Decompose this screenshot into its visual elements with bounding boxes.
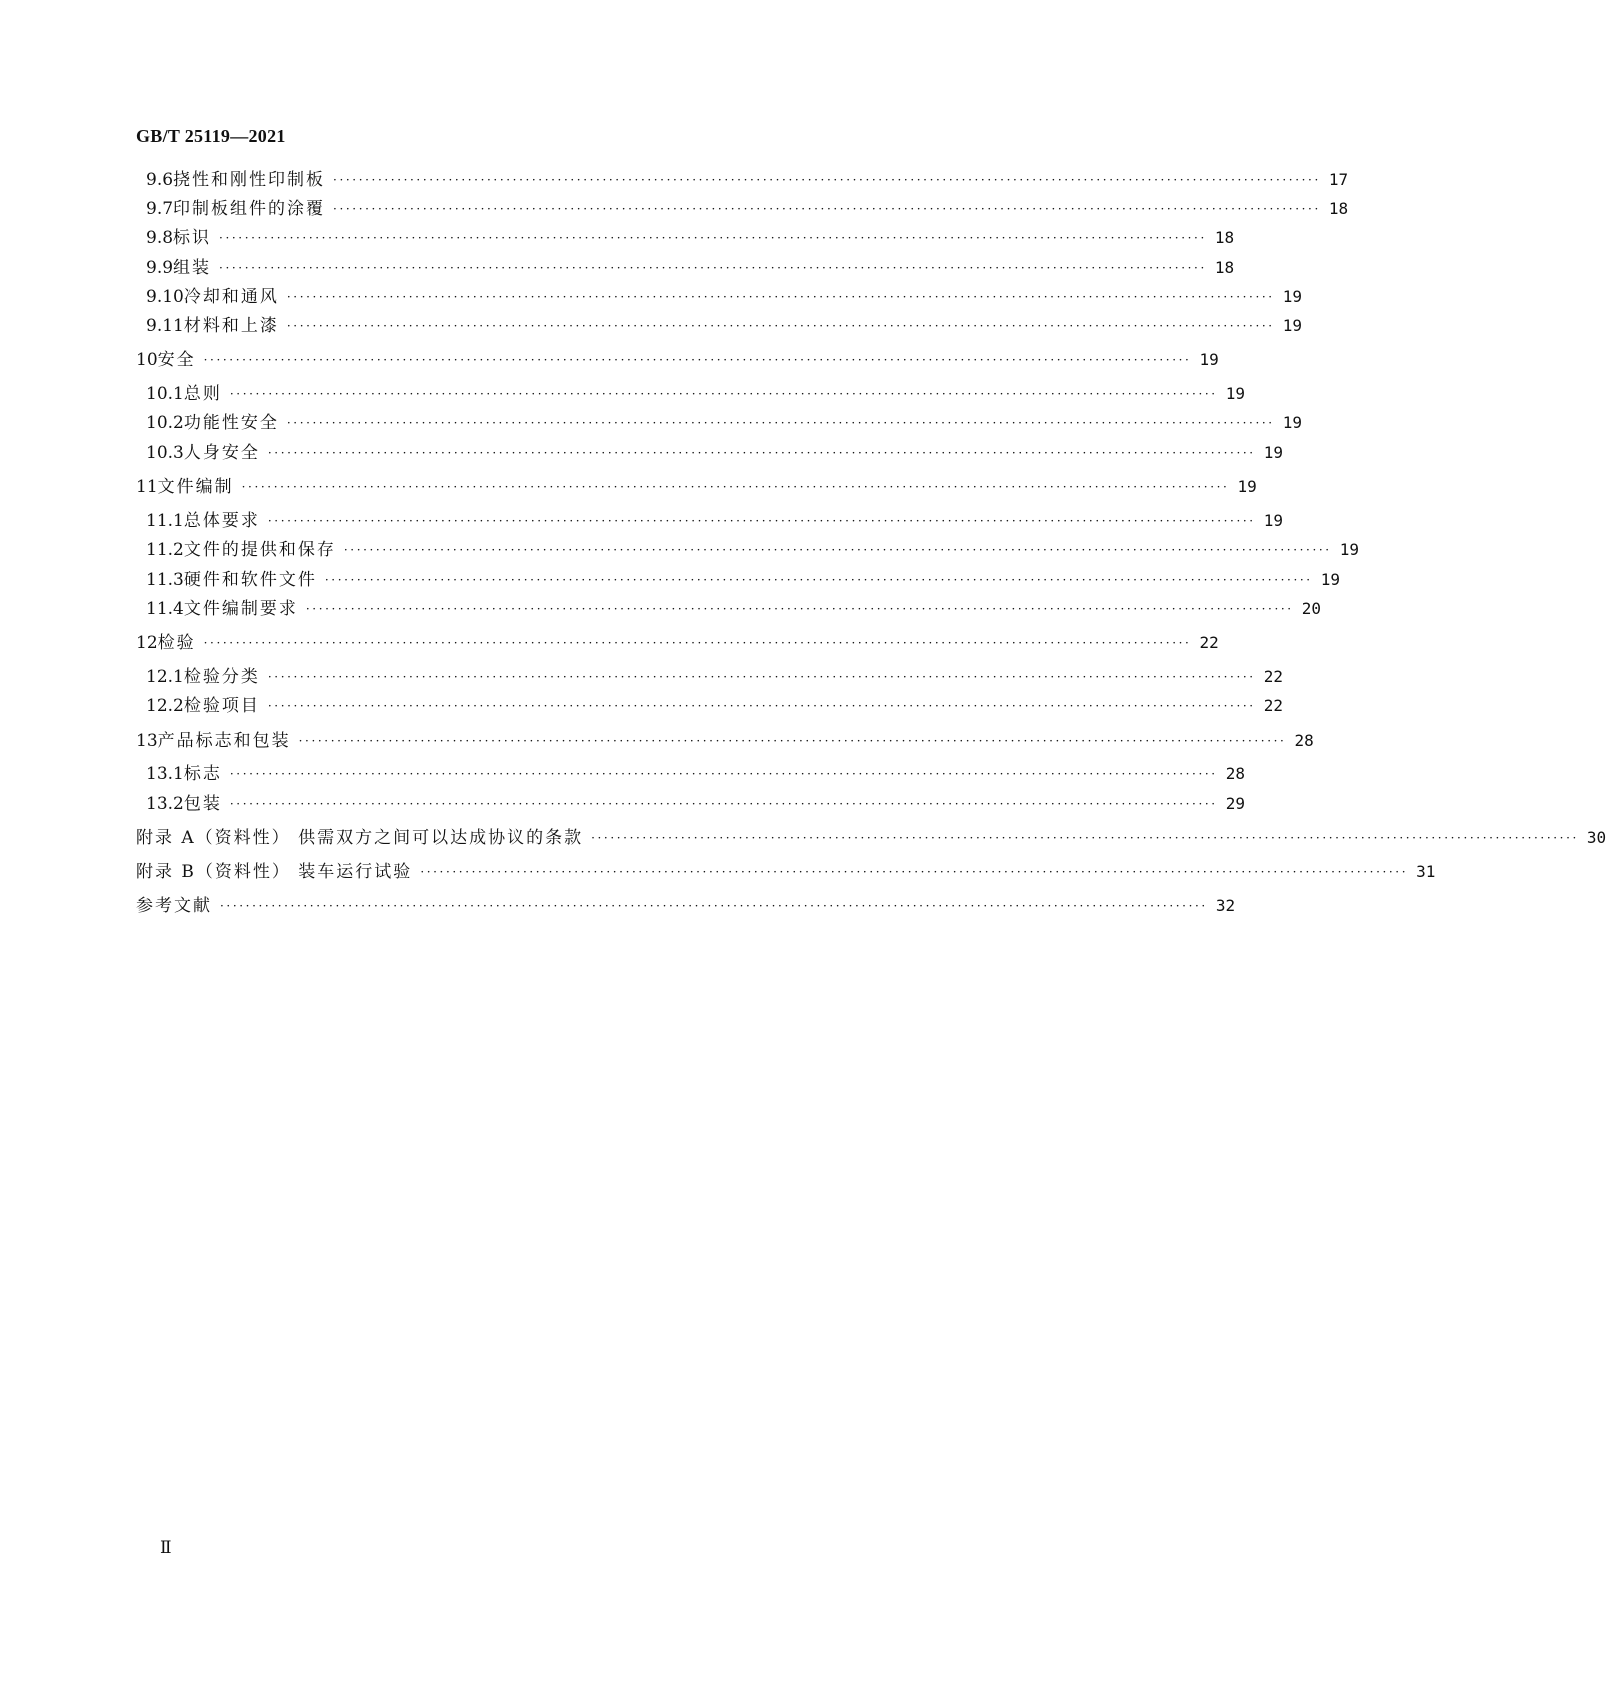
toc-entry-page: 22 — [1263, 696, 1283, 715]
toc-entry-page: 18 — [1328, 199, 1349, 218]
toc-entry[interactable] — [136, 894, 1236, 918]
toc-leader-dots: ·························································································································································· — [591, 831, 1579, 845]
toc-entry-page: 19 — [1339, 540, 1359, 559]
toc-entry[interactable] — [146, 762, 1245, 786]
toc-entry-title: 参考文献 — [136, 896, 212, 916]
toc-leader-dots: ·························································································································································· — [267, 670, 1256, 684]
toc-leader-dots: ·························································································································································· — [267, 446, 1256, 460]
toc-entry-page: 19 — [1282, 287, 1302, 306]
toc-entry[interactable] — [136, 826, 1606, 850]
page-number: Ⅱ — [160, 1538, 172, 1557]
toc-entry-number: 11.2 — [146, 540, 184, 560]
toc-entry-number: 13.1 — [146, 764, 184, 784]
toc-entry-title: 冷却和通风 — [183, 287, 279, 307]
toc-entry-page: 18 — [1214, 228, 1235, 247]
toc-leader-dots: ·························································································································································· — [220, 899, 1208, 913]
toc-leader-dots: ·························································································································································· — [305, 602, 1294, 616]
toc-leader-dots: ·························································································································································· — [333, 173, 1321, 187]
toc-leader-dots: ·························································································································································· — [286, 319, 1275, 333]
toc-entry-title: 文件编制 — [157, 477, 234, 497]
toc-entry[interactable] — [146, 509, 1283, 533]
toc-entry-title: 标识 — [173, 228, 212, 248]
toc-entry-page: 30 — [1586, 828, 1606, 847]
toc-leader-dots: ·························································································································································· — [267, 699, 1256, 713]
toc-entry-title: 产品标志和包装 — [157, 731, 291, 751]
toc-entry[interactable] — [146, 382, 1245, 406]
toc-entry-title: 组装 — [173, 258, 212, 278]
toc-entry-title: 检验 — [157, 633, 196, 653]
toc-entry-page: 19 — [1282, 413, 1302, 432]
toc-entry[interactable] — [146, 197, 1349, 221]
toc-entry-title: 人身安全 — [183, 443, 260, 463]
toc-entry-number: 10.1 — [146, 384, 184, 404]
toc-entry[interactable] — [136, 631, 1219, 655]
toc-entry[interactable] — [146, 314, 1302, 338]
toc-entry[interactable] — [136, 475, 1257, 499]
toc-entry-page: 20 — [1301, 599, 1321, 618]
toc-entry[interactable] — [136, 860, 1436, 884]
toc-leader-dots: ·························································································································································· — [267, 514, 1256, 528]
toc-leader-dots: ·························································································································································· — [229, 797, 1218, 811]
toc-entry-title: 检验分类 — [183, 667, 260, 687]
toc-leader-dots: ·························································································································································· — [298, 734, 1287, 748]
toc-entry[interactable] — [146, 411, 1302, 435]
toc-entry-title: 材料和上漆 — [183, 316, 279, 336]
toc-leader-dots: ·························································································································································· — [420, 865, 1409, 879]
toc-leader-dots: ·························································································································································· — [343, 543, 1332, 557]
toc-entry-title: 文件的提供和保存 — [183, 540, 336, 560]
toc-leader-dots: ·························································································································································· — [219, 231, 1207, 245]
document-number: GB/T 25119—2021 — [136, 126, 286, 146]
toc-entry-number: 13 — [136, 731, 158, 751]
toc-entry-page: 19 — [1199, 350, 1219, 369]
toc-entry-page: 29 — [1225, 794, 1245, 813]
toc-entry-title: 检验项目 — [183, 696, 260, 716]
toc-entry-number: 9.6 — [146, 170, 174, 190]
toc-entry-page: 19 — [1282, 316, 1302, 335]
toc-entry-title: 文件编制要求 — [183, 599, 298, 619]
toc-entry-title: 附录 B（资料性） 装车运行试验 — [136, 862, 413, 882]
toc-leader-dots: ·························································································································································· — [219, 261, 1207, 275]
toc-entry[interactable] — [146, 665, 1283, 689]
toc-leader-dots: ·························································································································································· — [229, 387, 1218, 401]
toc-entry[interactable] — [136, 348, 1219, 372]
toc-entry[interactable] — [136, 729, 1314, 753]
toc-entry-number: 11.3 — [146, 570, 184, 590]
toc-entry-number: 11.1 — [146, 511, 184, 531]
toc-entry-page: 18 — [1214, 258, 1235, 277]
toc-entry-page: 19 — [1225, 384, 1245, 403]
toc-entry[interactable] — [146, 792, 1245, 816]
toc-leader-dots: ·························································································································································· — [333, 202, 1321, 216]
toc-entry-page: 19 — [1263, 443, 1283, 462]
toc-entry-number: 9.11 — [146, 316, 184, 336]
toc-entry[interactable] — [146, 568, 1340, 592]
toc-entry-page: 19 — [1263, 511, 1283, 530]
toc-entry-page: 22 — [1263, 667, 1283, 686]
toc-entry[interactable] — [146, 538, 1359, 562]
toc-entry[interactable] — [146, 597, 1321, 621]
toc-entry-number: 9.7 — [146, 199, 174, 219]
toc-entry-title: 包装 — [183, 794, 222, 814]
toc-leader-dots: ·························································································································································· — [229, 767, 1218, 781]
toc-entry[interactable] — [146, 694, 1283, 718]
toc-entry[interactable] — [146, 285, 1302, 309]
toc-entry-title: 挠性和刚性印制板 — [173, 170, 326, 190]
toc-entry[interactable] — [146, 441, 1283, 465]
toc-leader-dots: ·························································································································································· — [241, 480, 1230, 494]
toc-entry-title: 安全 — [157, 350, 196, 370]
toc-entry-title: 附录 A（资料性） 供需双方之间可以达成协议的条款 — [136, 828, 584, 848]
toc-entry-number: 10.2 — [146, 413, 184, 433]
toc-entry[interactable] — [146, 168, 1349, 192]
toc-entry[interactable] — [146, 226, 1235, 250]
toc-entry-number: 11 — [136, 477, 158, 497]
toc-entry-page: 32 — [1215, 896, 1236, 915]
toc-entry-title: 硬件和软件文件 — [183, 570, 317, 590]
toc-entry-page: 17 — [1328, 170, 1349, 189]
toc-entry-number: 13.2 — [146, 794, 184, 814]
toc-entry-number: 9.8 — [146, 228, 174, 248]
toc-entry-title: 总则 — [183, 384, 222, 404]
toc-entry-page: 28 — [1225, 764, 1245, 783]
toc-entry-number: 12.1 — [146, 667, 184, 687]
toc-entry-page: 28 — [1294, 731, 1314, 750]
toc-leader-dots: ·························································································································································· — [286, 290, 1275, 304]
toc-leader-dots: ·························································································································································· — [286, 416, 1275, 430]
toc-entry-title: 功能性安全 — [183, 413, 279, 433]
toc-entry-number: 10.3 — [146, 443, 184, 463]
toc-entry-title: 印制板组件的涂覆 — [173, 199, 326, 219]
toc-leader-dots: ·························································································································································· — [324, 573, 1313, 587]
toc-entry-number: 9.9 — [146, 258, 174, 278]
toc-leader-dots: ·························································································································································· — [203, 636, 1192, 650]
toc-entry-number: 12 — [136, 633, 158, 653]
toc-entry-title: 总体要求 — [183, 511, 260, 531]
toc-entry-page: 22 — [1199, 633, 1219, 652]
toc-entry-number: 9.10 — [146, 287, 184, 307]
toc-entry-page: 31 — [1416, 862, 1436, 881]
toc-entry-number: 10 — [136, 350, 158, 370]
toc-entry-page: 19 — [1320, 570, 1340, 589]
toc-entry-title: 标志 — [183, 764, 222, 784]
toc-leader-dots: ·························································································································································· — [203, 353, 1192, 367]
toc-entry-number: 12.2 — [146, 696, 184, 716]
toc-entry-page: 19 — [1237, 477, 1257, 496]
toc-entry[interactable] — [146, 256, 1235, 280]
toc-entry-number: 11.4 — [146, 599, 184, 619]
